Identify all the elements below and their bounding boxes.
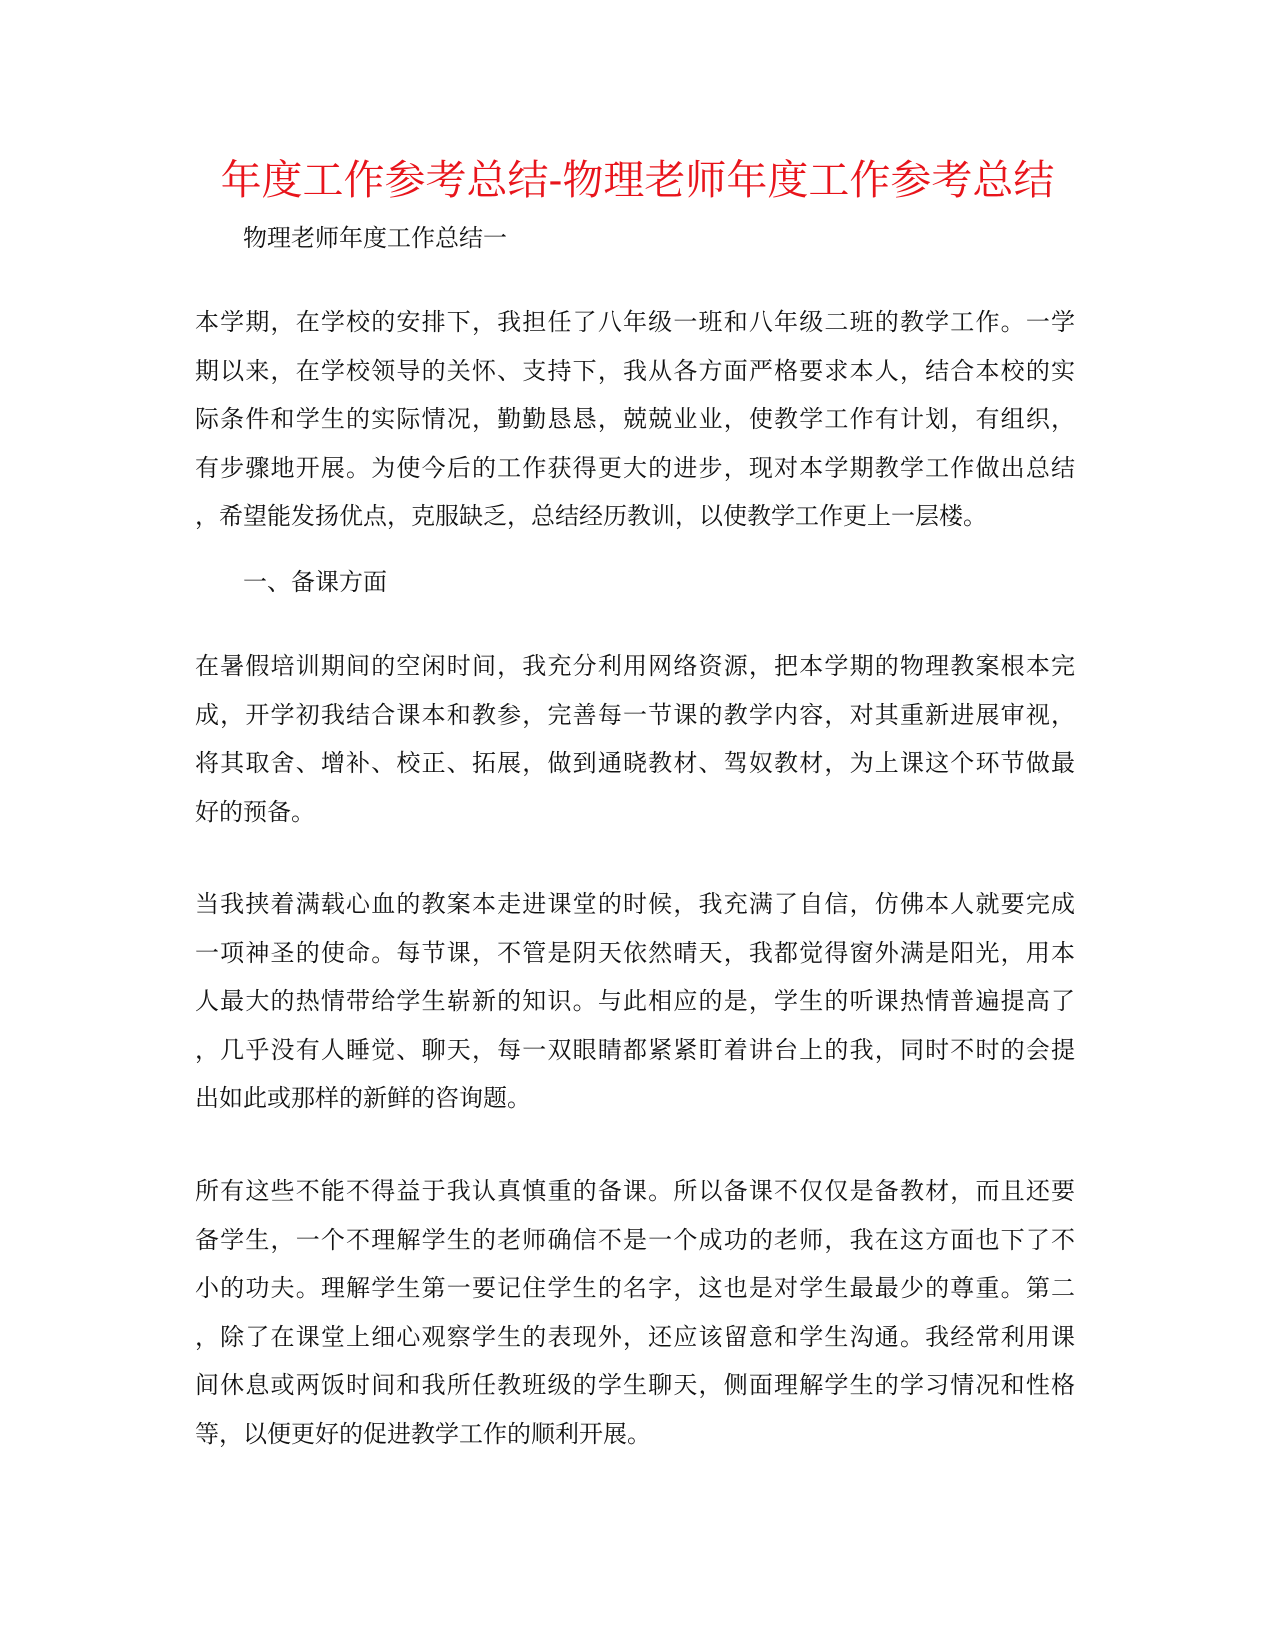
document-subtitle: 物理老师年度工作总结一 <box>243 224 507 252</box>
paragraph-line: ，希望能发扬优点，克服缺乏，总结经历教训，以使教学工作更上一层楼。 <box>195 502 987 530</box>
paragraph-line: 备学生，一个不理解学生的老师确信不是一个成功的老师，我在这方面也下了不 <box>195 1225 1075 1254</box>
paragraph-line: 好的预备。 <box>195 797 315 826</box>
section-heading: 一、备课方面 <box>243 568 387 596</box>
paragraph-3 <box>195 880 1075 1123</box>
paragraph-line: 一项神圣的使命。每节课，不管是阴天依然晴天，我都觉得窗外满是阳光，用本 <box>195 938 1075 967</box>
paragraph-line: 在暑假培训期间的空闲时间，我充分利用网络资源，把本学期的物理教案根本完 <box>195 652 1075 680</box>
paragraph-line: 间休息或两饭时间和我所任教班级的学生聊天，侧面理解学生的学习情况和性格 <box>195 1371 1075 1399</box>
paragraph-line: ，几乎没有人睡觉、聊天，每一双眼睛都紧紧盯着讲台上的我，同时不时的会提 <box>195 1035 1075 1064</box>
paragraph-line: 小的功夫。理解学生第一要记住学生的名字，这也是对学生最最少的尊重。第二 <box>195 1274 1075 1302</box>
document-title: 年度工作参考总结-物理老师年度工作参考总结 <box>220 156 1055 204</box>
paragraph-line: 人最大的热情带给学生崭新的知识。与此相应的是，学生的听课热情普遍提高了 <box>195 987 1075 1015</box>
paragraph-line: 期以来，在学校领导的关怀、支持下，我从各方面严格要求本人，结合本校的实 <box>195 356 1075 385</box>
paragraph-line: 际条件和学生的实际情况，勤勤恳恳，兢兢业业，使教学工作有计划，有组织， <box>195 405 1075 433</box>
paragraph-line: 成，开学初我结合课本和教参，完善每一节课的教学内容，对其重新进展审视， <box>195 700 1075 729</box>
paragraph-4 <box>195 1167 1075 1458</box>
paragraph-line: 等，以便更好的促进教学工作的顺利开展。 <box>195 1419 651 1448</box>
paragraph-line: ，除了在课堂上细心观察学生的表现外，还应该留意和学生沟通。我经常利用课 <box>195 1322 1075 1351</box>
paragraph-2 <box>195 642 1075 836</box>
paragraph-line: 当我挟着满载心血的教案本走进课堂的时候，我充满了自信，仿佛本人就要完成 <box>195 890 1075 918</box>
paragraph-1 <box>195 298 1075 541</box>
paragraph-line: 将其取舍、增补、校正、拓展，做到通晓教材、驾奴教材，为上课这个环节做最 <box>195 749 1075 777</box>
paragraph-line: 有步骤地开展。为使今后的工作获得更大的进步，现对本学期教学工作做出总结 <box>195 453 1075 482</box>
paragraph-line: 出如此或那样的新鲜的咨询题。 <box>195 1084 531 1112</box>
paragraph-line: 所有这些不能不得益于我认真慎重的备课。所以备课不仅仅是备教材，而且还要 <box>195 1177 1075 1205</box>
paragraph-line: 本学期，在学校的安排下，我担任了八年级一班和八年级二班的教学工作。一学 <box>195 308 1075 336</box>
